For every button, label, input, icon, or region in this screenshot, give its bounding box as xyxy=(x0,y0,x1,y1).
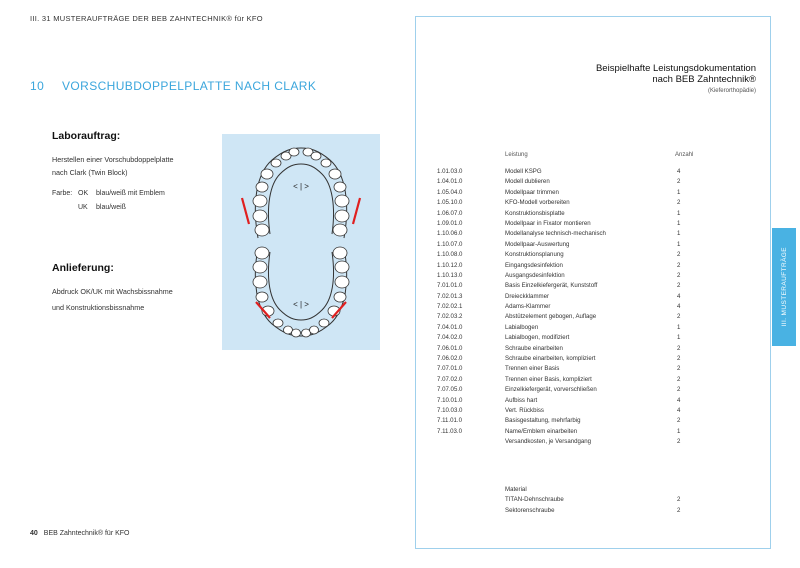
row-quantity: 2 xyxy=(677,271,681,279)
table-row xyxy=(437,229,707,239)
row-description: Modellpaar-Auswertung xyxy=(505,240,570,248)
row-quantity: 2 xyxy=(677,261,681,269)
dental-arch-illustration xyxy=(222,134,380,350)
row-description: Ausgangsdesinfektion xyxy=(505,271,565,279)
labor-desc-line1: Herstellen einer Vorschubdoppelplatte xyxy=(52,155,174,164)
lower-screw-marker: < | > xyxy=(293,300,309,309)
table-row xyxy=(437,506,707,516)
table-row xyxy=(437,427,707,437)
page-number: 40 xyxy=(30,530,38,537)
table-row xyxy=(437,167,707,177)
row-code: 7.06.02.0 xyxy=(437,355,463,363)
row-quantity: 4 xyxy=(677,396,681,404)
upper-screw-marker: < | > xyxy=(293,182,309,191)
row-quantity: 1 xyxy=(677,219,681,227)
farbe-grid xyxy=(52,187,212,214)
material-table xyxy=(437,495,707,516)
row-code: 1.05.04.0 xyxy=(437,188,463,196)
row-description: Basis Einzelkiefergerät, Kunststoff xyxy=(505,282,598,290)
row-quantity: 2 xyxy=(677,365,681,373)
row-code: 1.10.07.0 xyxy=(437,240,463,248)
row-description: Labialbogen xyxy=(505,323,539,331)
table-row xyxy=(437,188,707,198)
leistung-table xyxy=(437,167,707,448)
row-code: 1.09.01.0 xyxy=(437,219,463,227)
material-heading: Material xyxy=(505,486,527,493)
anlieferung-line1: Abdruck OK/UK mit Wachsbissnahme xyxy=(52,287,173,296)
row-quantity: 4 xyxy=(677,292,681,300)
row-code xyxy=(437,437,505,447)
table-row xyxy=(437,240,707,250)
table-row xyxy=(437,261,707,271)
row-code: 7.07.05.0 xyxy=(437,386,463,394)
row-description: Adams-Klammer xyxy=(505,303,551,311)
row-quantity: 1 xyxy=(677,209,681,217)
row-code: 7.02.02.1 xyxy=(437,303,463,311)
row-code: 7.02.01.3 xyxy=(437,292,463,300)
table-row xyxy=(437,416,707,426)
row-code: 7.07.02.0 xyxy=(437,375,463,383)
uk-value: blau/weiß xyxy=(96,204,126,211)
row-quantity: 1 xyxy=(677,427,681,435)
table-row xyxy=(437,495,707,505)
row-description: Einzelkiefergerät, vorverschließen xyxy=(505,386,597,394)
table-row xyxy=(437,198,707,208)
row-quantity: 1 xyxy=(677,240,681,248)
section-title-text: VORSCHUBDOPPELPLATTE NACH CLARK xyxy=(62,79,317,93)
page-footer xyxy=(30,530,130,537)
section-number: 10 xyxy=(30,79,45,93)
row-description: Basisgestaltung, mehrfarbig xyxy=(505,417,581,425)
row-description: Modell KSPG xyxy=(505,168,542,175)
col-leistung: Leistung xyxy=(505,152,528,158)
row-quantity: 2 xyxy=(677,506,681,514)
row-description: Modellpaar in Fixator montieren xyxy=(505,219,591,227)
doc-title-line2: nach BEB Zahntechnik® xyxy=(652,74,756,85)
row-quantity: 2 xyxy=(677,355,681,363)
row-quantity: 2 xyxy=(677,251,681,259)
table-row xyxy=(437,396,707,406)
row-quantity: 2 xyxy=(677,386,681,394)
row-description: KFO-Modell vorbereiten xyxy=(505,199,570,207)
table-row xyxy=(437,177,707,187)
row-code: 7.11.03.0 xyxy=(437,427,462,435)
row-description: Konstruktionsbisplatte xyxy=(505,209,565,217)
row-quantity: 2 xyxy=(677,496,681,504)
row-description: Schraube einarbeiten xyxy=(505,344,563,352)
table-row xyxy=(437,354,707,364)
row-code: 7.06.01.0 xyxy=(437,344,463,352)
chapter-tab-label: III. MUSTERAUFTRÄGE xyxy=(780,247,788,327)
doc-title-line1: Beispielhafte Leistungsdokumentation xyxy=(595,63,756,74)
section-title xyxy=(30,79,316,93)
row-code: 7.11.01.0 xyxy=(437,417,462,425)
table-row xyxy=(437,302,707,312)
laborauftrag-heading: Laborauftrag: xyxy=(52,130,121,142)
row-quantity: 2 xyxy=(677,438,681,446)
table-row xyxy=(437,323,707,333)
row-code: 7.02.03.2 xyxy=(437,313,463,321)
table-row xyxy=(437,344,707,354)
row-description: Schraube einarbeiten, kompliziert xyxy=(505,355,596,363)
ok-value: blau/weiß mit Emblem xyxy=(96,190,165,197)
row-code: 1.10.06.0 xyxy=(437,230,463,238)
row-code: 7.04.02.0 xyxy=(437,334,463,342)
labor-desc-line2: nach Clark (Twin Block) xyxy=(52,168,128,177)
row-quantity: 2 xyxy=(677,199,681,207)
row-description: Aufbiss hart xyxy=(505,396,538,404)
row-code: 7.01.01.0 xyxy=(437,282,463,290)
col-anzahl: Anzahl xyxy=(675,152,694,158)
row-quantity: 2 xyxy=(677,313,681,321)
row-quantity: 4 xyxy=(677,406,681,414)
chapter-tab[interactable] xyxy=(772,228,796,346)
row-code: 1.10.13.0 xyxy=(437,271,463,279)
row-quantity: 4 xyxy=(677,168,681,175)
table-row xyxy=(437,385,707,395)
table-row xyxy=(437,312,707,322)
row-code: 1.05.10.0 xyxy=(437,199,463,207)
row-description: Labialbogen, modifiziert xyxy=(505,334,570,342)
row-quantity: 2 xyxy=(677,375,681,383)
row-quantity: 4 xyxy=(677,303,681,311)
row-quantity: 1 xyxy=(677,323,681,331)
row-code: 1.01.03.0 xyxy=(437,168,463,175)
table-row xyxy=(437,292,707,302)
row-code: 7.07.01.0 xyxy=(437,365,463,373)
table-row xyxy=(437,437,707,447)
anlieferung-heading: Anlieferung: xyxy=(52,262,114,274)
table-row xyxy=(437,209,707,219)
row-quantity: 1 xyxy=(677,188,681,196)
row-code: 1.10.08.0 xyxy=(437,251,463,259)
laborauftrag-block xyxy=(52,130,212,214)
table-row xyxy=(437,333,707,343)
uk-label: UK xyxy=(78,204,88,211)
row-description: Modellpaar trimmen xyxy=(505,188,559,196)
farbe-label: Farbe: xyxy=(52,190,73,197)
table-row xyxy=(437,364,707,374)
row-description: Modellanalyse technisch-mechanisch xyxy=(505,230,606,238)
row-description: Sektorenschraube xyxy=(505,506,555,514)
table-row xyxy=(437,271,707,281)
row-quantity: 1 xyxy=(677,230,681,238)
table-row xyxy=(437,406,707,416)
row-description: Abstützelement gebogen, Auflage xyxy=(505,313,597,321)
table-row xyxy=(437,281,707,291)
row-description: Dreieckklammer xyxy=(505,292,550,300)
row-code: 7.10.03.0 xyxy=(437,406,463,414)
row-description: Vert. Rückbiss xyxy=(505,406,544,414)
row-description: Konstruktionsplanung xyxy=(505,251,564,259)
row-quantity: 2 xyxy=(677,178,681,186)
row-code: 7.10.01.0 xyxy=(437,396,463,404)
row-code: 1.04.01.0 xyxy=(437,178,463,186)
dental-arch-figure xyxy=(222,134,380,350)
material-section xyxy=(437,485,707,516)
ok-label: OK xyxy=(78,190,89,197)
row-description: Trennen einer Basis, kompliziert xyxy=(505,375,592,383)
row-description: Versandkosten, je Versandgang xyxy=(505,438,592,446)
anlieferung-block xyxy=(52,262,212,314)
row-quantity: 1 xyxy=(677,334,681,342)
footer-text: BEB Zahntechnik® für KFO xyxy=(43,530,130,537)
row-code: 1.10.12.0 xyxy=(437,261,463,269)
row-description: Eingangsdesinfektion xyxy=(505,261,563,269)
row-quantity: 2 xyxy=(677,344,681,352)
row-quantity: 2 xyxy=(677,417,681,425)
doc-subtitle: (Kieferorthopädie) xyxy=(707,88,756,94)
row-code: 7.04.01.0 xyxy=(437,323,463,331)
doc-title xyxy=(596,63,756,85)
row-description: Modell dublieren xyxy=(505,178,550,186)
anlieferung-line2: und Konstruktionsbissnahme xyxy=(52,303,145,312)
row-description: TITAN-Dehnschraube xyxy=(505,496,564,504)
running-head: III. 31 MUSTERAUFTRÄGE DER BEB ZAHNTECHNIK® für KFO xyxy=(30,14,263,23)
row-description: Trennen einer Basis xyxy=(505,365,560,373)
row-code: 1.06.07.0 xyxy=(437,209,463,217)
table-row xyxy=(437,219,707,229)
table-row xyxy=(437,375,707,385)
row-description: Name/Emblem einarbeiten xyxy=(505,427,578,435)
table-row xyxy=(437,250,707,260)
row-quantity: 2 xyxy=(677,282,681,290)
